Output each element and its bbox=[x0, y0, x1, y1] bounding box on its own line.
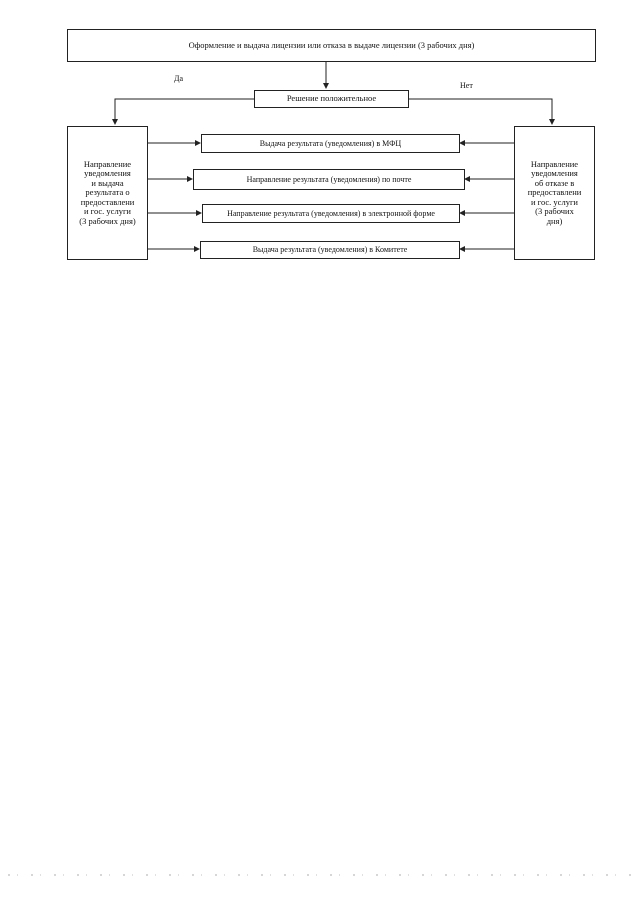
yes-label: Да bbox=[174, 74, 184, 83]
no-label: Нет bbox=[460, 81, 473, 90]
result-box-mfc bbox=[201, 134, 460, 153]
decision-box bbox=[254, 90, 409, 108]
top-process-box bbox=[67, 29, 596, 62]
scan-noise-line bbox=[8, 874, 632, 876]
result-text-committee: Выдача результата (уведомления) в Комитете bbox=[252, 245, 408, 255]
left-outcome-text: Направление уведомления и выдача результата о предоставлени и гос. услуги (3 рабочих дня) bbox=[79, 158, 136, 226]
right-outcome-text: Направление уведомления об отказе в предоставлени и гос. услуги (3 рабочих дня) bbox=[527, 158, 582, 226]
result-text-electronic: Направление результата (уведомления) в электронной форме bbox=[227, 208, 435, 218]
top-process-text: Оформление и выдача лицензии или отказа в выдаче лицензии (3 рабочих дня) bbox=[188, 39, 475, 50]
result-box-mail bbox=[193, 169, 465, 190]
result-text-mfc: Выдача результата (уведомления) в МФЦ bbox=[259, 138, 402, 148]
right-outcome-box bbox=[514, 126, 595, 260]
result-box-committee bbox=[200, 241, 460, 259]
result-box-electronic bbox=[202, 204, 460, 223]
decision-text: Решение положительное bbox=[286, 93, 377, 104]
result-text-mail: Направление результата (уведомления) по почте bbox=[246, 174, 412, 184]
left-outcome-box bbox=[67, 126, 148, 260]
